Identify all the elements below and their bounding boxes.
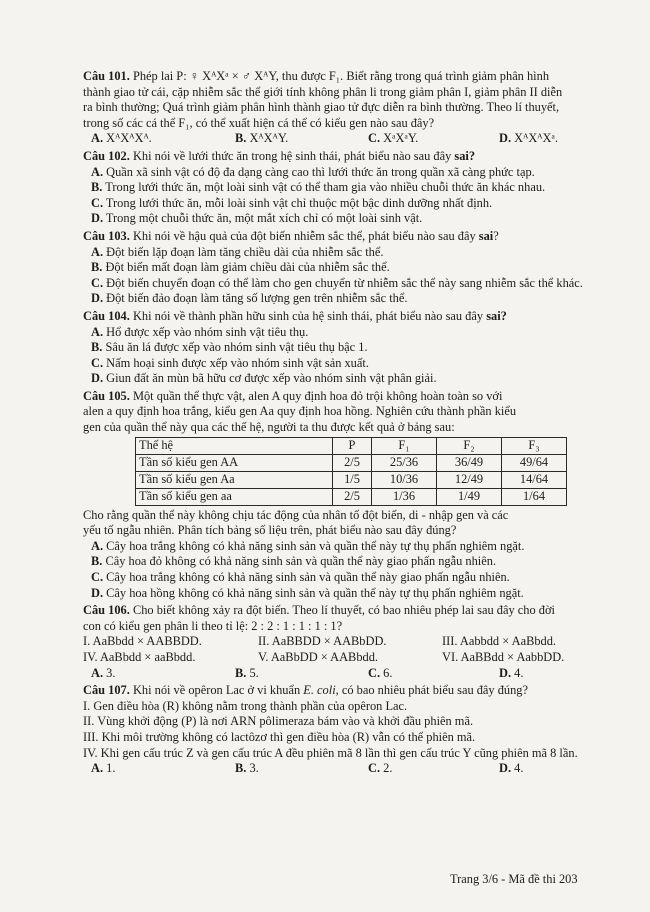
crosses-row [83,650,603,666]
question-label: Câu 102. [83,148,130,163]
option-c[interactable] [368,131,499,147]
option-text: 1. [106,761,116,776]
table-header-cell: F₃ [502,437,567,454]
question-106-line: con có kiểu gen phân li theo tỉ lệ: 2 : 2 : 1 : 1 : 1 : 1? [83,618,343,633]
question-101-line [83,69,603,85]
option-letter: A. [91,665,104,680]
option-d[interactable] [83,291,603,307]
option-letter: C. [91,275,104,290]
table-cell: Tần số kiểu gen aa [136,488,333,505]
table-cell: 1/5 [333,471,372,488]
question-102-stem [83,149,603,165]
option-d[interactable] [499,666,523,682]
option-text: Cây hoa hồng không có khả năng sinh sản và quần thể này tự thụ phấn nghiêm ngặt. [106,585,524,600]
table-cell: 49/64 [502,454,567,471]
option-letter: B. [235,131,247,146]
option-letter: B. [91,180,103,195]
option-b[interactable] [83,180,603,196]
option-d[interactable] [499,761,523,777]
option-text: Trong lưới thức ăn, mỗi loài sinh vật chỉ thuộc một bậc dinh dưỡng nhất định. [105,195,493,210]
option-text: Cây hoa trắng không có khả năng sinh sản và quần thể này giao phấn ngẫu nhiên. [106,570,510,585]
question-label: Câu 106. [83,603,130,618]
table-cell: 25/36 [372,454,437,471]
question-105-line: Cho rằng quần thể này không chịu tác động của nhân tố đột biến, di - nhập gen và các [83,507,509,522]
statement: I. Gen điều hòa (R) không nằm trong thành phần của opêron Lac. [83,698,408,713]
table-cell: 1/36 [372,488,437,505]
option-text: 6. [383,665,393,680]
table-cell: 36/49 [437,454,502,471]
question-tail: ? [493,228,499,243]
option-b[interactable] [235,666,368,682]
options-row [83,761,603,777]
option-letter: C. [91,355,104,370]
question-103 [83,229,603,307]
option-text: XᴬXᴬY. [249,131,289,146]
option-letter: B. [91,340,103,355]
genotype-frequency-table [135,437,567,506]
question-105-line: alen a quy định hoa trắng, kiểu gen Aa quy định hoa hồng. Nghiên cứu thành phần kiểu [83,404,517,419]
question-105-line [83,389,603,405]
option-a[interactable] [83,325,603,341]
option-text: 3. [106,665,116,680]
option-c[interactable] [83,356,603,372]
option-letter: B. [235,665,247,680]
question-text: Khi nói về hậu quả của đột biến nhiễm sắc thể, phát biểu nào sau đây [132,228,476,243]
question-102 [83,149,603,227]
option-letter: A. [91,244,104,259]
cross-item: VI. AaBBdd × AabbDD. [442,650,565,664]
option-text: Giun đất ăn mùn bã hữu cơ được xếp vào nhóm sinh vật phân giải. [106,371,437,386]
option-b[interactable] [83,260,603,276]
table-cell: 1/49 [437,488,502,505]
table-cell: 14/64 [502,471,567,488]
table-header-row [136,437,567,454]
question-101-line: trong số các cá thể F₁, có thể xuất hiện cá thể có kiểu gen nào sau đây? [83,115,435,130]
option-b[interactable] [235,761,368,777]
question-105-line: yếu tố ngẫu nhiên. Phân tích bảng số liệu trên, phát biểu nào sau đây đúng? [83,523,457,538]
statement: II. Vùng khởi động (P) là nơi ARN pôlimeraza bám vào và khởi đầu phiên mã. [83,714,474,729]
option-letter: D. [499,761,512,776]
table-cell: 2/5 [333,488,372,505]
option-letter: A. [91,131,104,146]
option-letter: C. [368,131,381,146]
option-d[interactable] [83,371,603,387]
option-letter: C. [368,665,381,680]
option-letter: D. [499,665,512,680]
question-104-stem [83,309,603,325]
option-text: Đột biến chuyển đoạn có thể làm cho gen chuyển từ nhiễm sắc thể này sang nhiễm sắc thể khác. [106,275,583,290]
question-label: Câu 101. [83,69,130,83]
question-107 [83,683,603,777]
statement: IV. Khi gen cấu trúc Z và gen cấu trúc A đều phiên mã 8 lần thì gen cấu trúc Y cũng phiên mã 8 lần. [83,745,578,760]
option-letter: D. [499,131,512,146]
option-text: Hổ được xếp vào nhóm sinh vật tiêu thụ. [106,324,309,339]
table-cell: 2/5 [333,454,372,471]
table-row [136,471,567,488]
option-letter: C. [91,195,104,210]
question-101-line: thành giao tử cái, cặp nhiễm sắc thể giới tính không phân li trong giảm phân I, giảm phân II diễn [83,84,563,99]
options-row [83,131,603,147]
option-letter: C. [368,761,381,776]
table-header-cell: P [333,437,372,454]
option-d[interactable] [83,211,603,227]
question-105-line: gen của quần thể này qua các thế hệ, người ta thu được kết quả ở bảng sau: [83,420,455,435]
option-text: Cây hoa trắng không có khả năng sinh sản và quần thể này tự thụ phấn nghiêm ngặt. [106,538,525,553]
question-106-line [83,603,603,619]
option-a[interactable] [83,165,603,181]
option-c[interactable] [83,570,603,586]
option-c[interactable] [368,761,499,777]
question-label: Câu 103. [83,228,130,243]
option-b[interactable] [83,340,603,356]
option-text: Nấm hoại sinh được xếp vào nhóm sinh vật sản xuất. [106,355,369,370]
option-letter: D. [91,211,104,226]
options-row [83,666,603,682]
option-a[interactable] [91,761,235,777]
question-101-line: ra bình thường; Quá trình giảm phân hình thành giao tử đực diễn ra bình thường. Theo lí thuyết, [83,100,560,115]
cross-item: II. AaBBDD × AABbDD. [258,634,387,649]
option-text: Đột biến mất đoạn làm giảm chiều dài của nhiễm sắc thể. [105,260,390,275]
question-text: Một quần thể thực vật, alen A quy định hoa đỏ trội không hoàn toàn so với [132,388,503,403]
question-103-stem [83,229,603,245]
option-letter: A. [91,324,104,339]
content-column [83,69,603,777]
species-name: E. coli [303,683,336,698]
statement: III. Khi môi trường không có lactôzơ thì gen điều hòa (R) vẫn có thể phiên mã. [83,729,476,744]
option-letter: D. [91,371,104,386]
option-letter: A. [91,761,104,776]
option-text: Cây hoa đỏ không có khả năng sinh sản và quần thể này giao phấn ngẫu nhiên. [105,554,497,569]
question-text: Khi nói về opêron Lac ở vi khuẩn [132,683,301,698]
table-cell: 1/64 [502,488,567,505]
option-letter: C. [91,570,104,585]
question-label: Câu 104. [83,308,130,323]
option-d[interactable] [83,586,603,602]
cross-item: III. Aabbdd × AaBbdd. [442,634,557,649]
question-emphasis: sai? [486,308,507,323]
option-text: XᴬXᴬXᴬ. [106,131,152,146]
question-text: Phép lai P: ♀ XᴬXᵃ × ♂ XᴬY, thu được F₁. Biết rằng trong quá trình giảm phân hình [132,69,550,83]
question-107-stem [83,683,603,699]
option-text: Quần xã sinh vật có độ đa dạng càng cao thì lưới thức ăn trong quần xã càng phức tạp. [106,164,535,179]
option-text: 3. [249,761,259,776]
table-row [136,454,567,471]
option-text: Đột biến lặp đoạn làm tăng chiều dài của nhiễm sắc thể. [106,244,384,259]
option-b[interactable] [235,131,368,147]
option-letter: D. [91,585,104,600]
question-emphasis: sai? [454,148,476,163]
option-letter: D. [91,291,104,306]
option-b[interactable] [83,554,603,570]
option-text: Sâu ăn lá được xếp vào nhóm sinh vật tiêu thụ bậc 1. [105,340,368,355]
option-letter: A. [91,538,104,553]
option-text: 2. [383,761,393,776]
option-text: 4. [514,665,524,680]
table-header-cell: Thế hệ [136,437,333,454]
option-text: Đột biến đảo đoạn làm tăng số lượng gen trên nhiễm sắc thể. [106,291,408,306]
question-text: Khi nói về lưới thức ăn trong hệ sinh thái, phát biểu nào sau đây [132,148,452,163]
table-header-cell: F₁ [372,437,437,454]
option-a[interactable] [91,131,235,147]
question-emphasis: sai [478,228,494,243]
option-c[interactable] [368,666,499,682]
table-cell: Tần số kiểu gen AA [136,454,333,471]
option-text: XᵃXᵃY. [383,131,419,146]
question-text: , có bao nhiêu phát biểu sau đây đúng? [335,683,529,698]
option-c[interactable] [83,196,603,212]
question-label: Câu 105. [83,388,130,403]
question-label: Câu 107. [83,683,130,698]
option-text: XᴬXᴬXᵃ. [514,131,558,146]
question-text: Cho biết không xảy ra đột biến. Theo lí thuyết, có bao nhiêu phép lai sau đây cho đời [132,603,555,618]
table-cell: 10/36 [372,471,437,488]
table-header-cell: F₂ [437,437,502,454]
question-106 [83,603,603,681]
option-a[interactable] [83,539,603,555]
option-d[interactable] [499,131,558,147]
option-letter: B. [91,260,103,275]
table-cell: 12/49 [437,471,502,488]
table-row [136,488,567,505]
option-text: 5. [249,665,259,680]
question-text: Khi nói về thành phần hữu sinh của hệ sinh thái, phát biểu nào sau đây [132,308,484,323]
crosses-row [83,634,603,650]
page-footer: Trang 3/6 - Mã đề thi 203 [450,872,578,886]
cross-item: V. AaBbDD × AABbdd. [258,650,379,664]
cross-item: I. AaBbdd × AABBDD. [83,634,202,649]
option-a[interactable] [83,245,603,261]
option-letter: B. [235,761,247,776]
option-letter: A. [91,164,104,179]
option-text: 4. [514,761,524,776]
question-104 [83,309,603,387]
table-cell: Tần số kiểu gen Aa [136,471,333,488]
option-text: Trong một chuỗi thức ăn, một mắt xích chỉ có một loài sinh vật. [105,211,423,226]
option-a[interactable] [91,666,235,682]
option-text: Trong lưới thức ăn, một loài sinh vật có thể tham gia vào nhiều chuỗi thức ăn khác nhau. [105,180,546,195]
option-letter: B. [91,554,103,569]
option-c[interactable] [83,276,603,292]
cross-item: IV. AaBbdd × aaBbdd. [83,650,196,664]
question-101 [83,69,603,147]
question-105 [83,389,603,601]
